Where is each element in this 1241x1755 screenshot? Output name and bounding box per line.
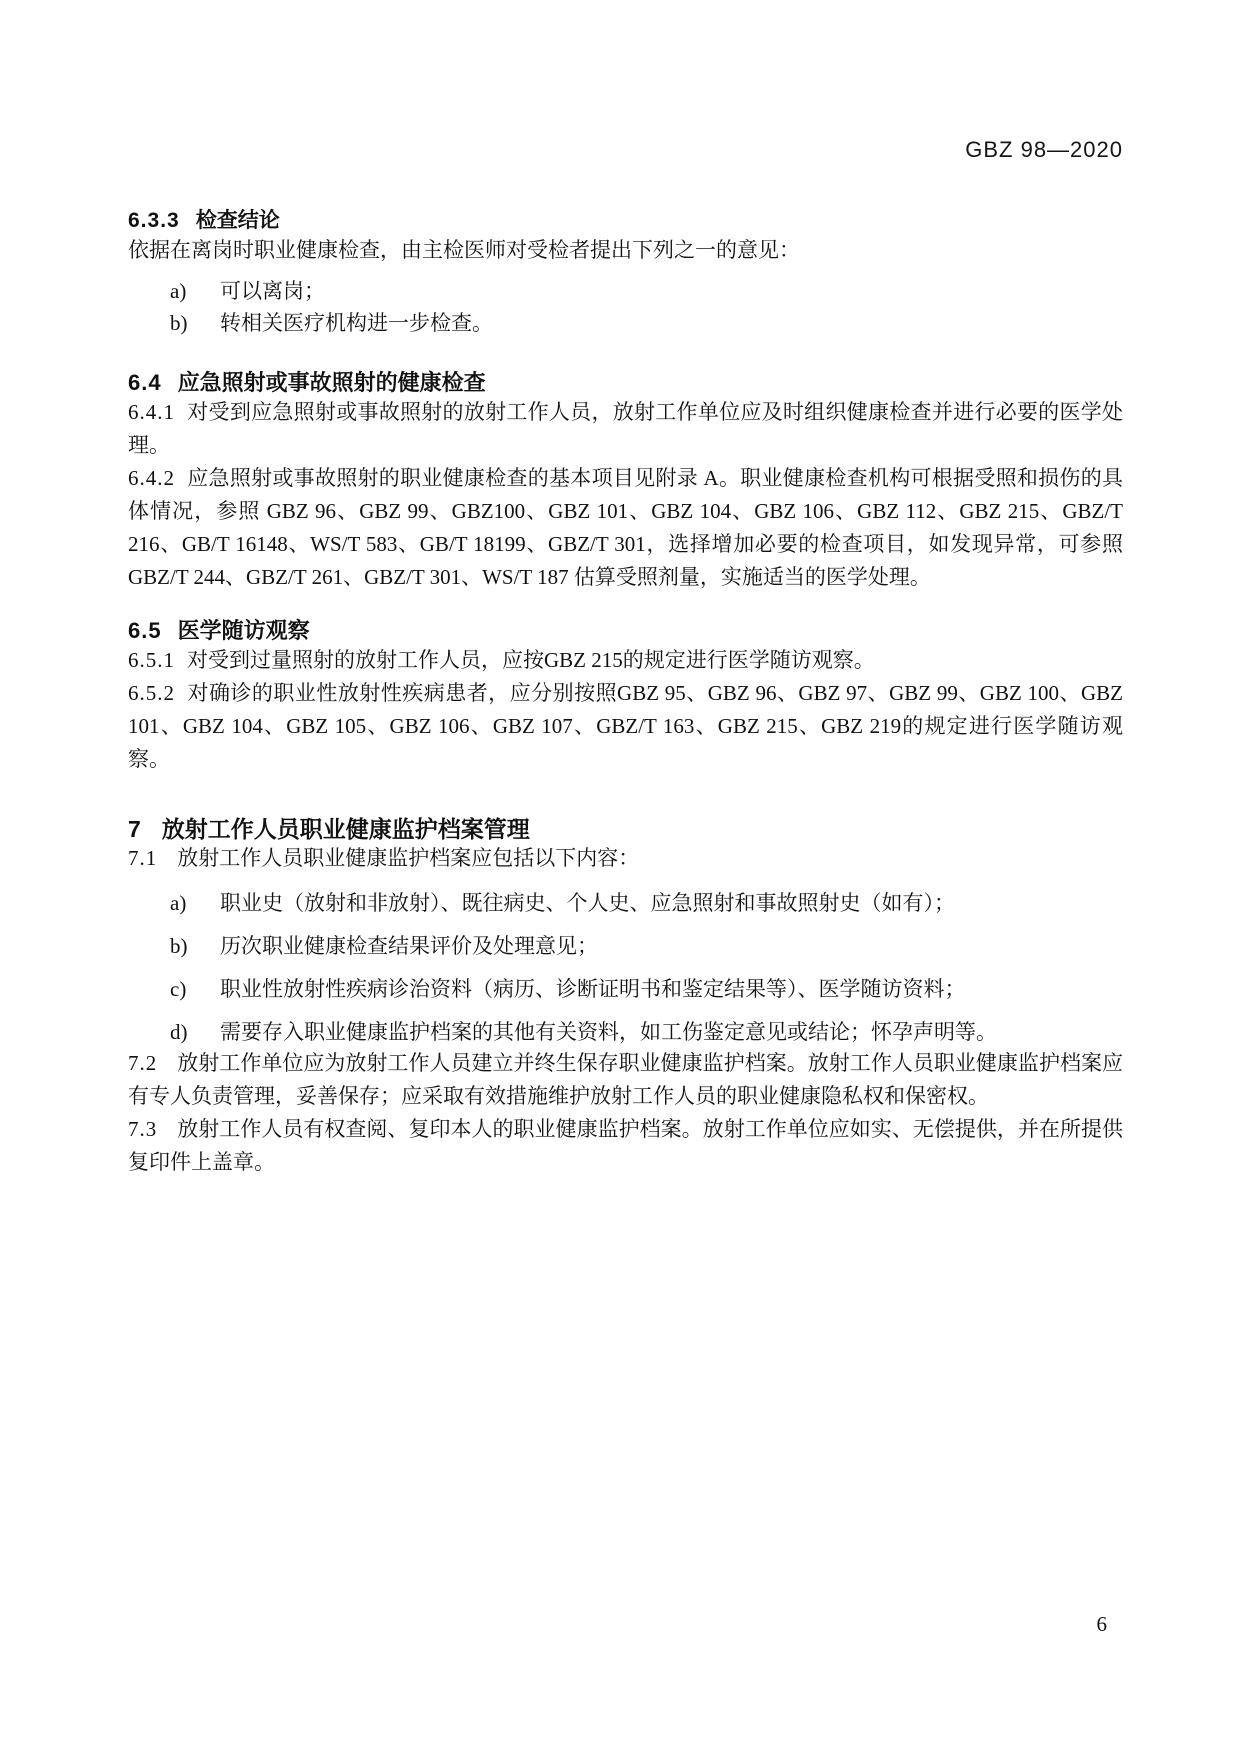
heading-6-3-3 <box>128 208 1123 234</box>
clause-6-4-1 <box>128 396 1123 462</box>
clause-number: 6.4.2 <box>128 466 175 490</box>
clause-6-5-2 <box>128 677 1123 776</box>
list-item-text: 历次职业健康检查结果评价及处理意见； <box>220 934 598 958</box>
heading-title: 放射工作人员职业健康监护档案管理 <box>161 816 530 842</box>
clause-number: 7.2 <box>128 1051 158 1075</box>
clause-text: 对受到过量照射的放射工作人员，应按GBZ 215的规定进行医学随访观察。 <box>187 648 875 672</box>
list-item-text: 职业史（放射和非放射）、既往病史、个人史、应急照射和事故照射史（如有）； <box>220 891 955 915</box>
heading-6-5 <box>128 618 1123 644</box>
list-item <box>128 974 1123 1004</box>
list-item <box>128 888 1123 918</box>
list-marker: b) <box>170 934 188 958</box>
clause-number: 6.4.1 <box>128 400 175 424</box>
clause-number: 6.5.1 <box>128 648 175 672</box>
heading-6-4 <box>128 370 1123 396</box>
clause-text: 对受到应急照射或事故照射的放射工作人员，放射工作单位应及时组织健康检查并进行必要的医学处理。 <box>128 400 1123 457</box>
clause-text: 放射工作人员有权查阅、复印本人的职业健康监护档案。放射工作单位应如实、无偿提供，并在所提供复印件上盖章。 <box>128 1117 1123 1174</box>
clause-text: 放射工作人员职业健康监护档案应包括以下内容： <box>177 846 640 870</box>
clause-number: 7.1 <box>128 846 158 870</box>
heading-number: 6.5 <box>128 618 162 643</box>
list-marker: a) <box>170 891 187 915</box>
list-marker: b) <box>170 311 188 335</box>
standard-code-header: GBZ 98—2020 <box>965 137 1123 162</box>
heading-number: 7 <box>128 816 142 842</box>
clause-text: 放射工作单位应为放射工作人员建立并终生保存职业健康监护档案。放射工作人员职业健康监护档案应有专人负责管理，妥善保存；应采取有效措施维护放射工作人员的职业健康隐私权和保密权。 <box>128 1051 1123 1108</box>
list-item-text: 可以离岗； <box>220 279 325 303</box>
list-item <box>128 275 1123 307</box>
heading-number: 6.3.3 <box>128 209 180 232</box>
clause-number: 6.5.2 <box>128 681 175 705</box>
clause-number: 7.3 <box>128 1117 158 1141</box>
heading-title: 应急照射或事故照射的健康检查 <box>177 370 486 395</box>
list-item <box>128 307 1123 339</box>
heading-title: 医学随访观察 <box>177 618 310 643</box>
clause-6-5-1 <box>128 644 1123 677</box>
clause-7-3 <box>128 1113 1123 1179</box>
list-marker: c) <box>170 977 187 1001</box>
page-number: 6 <box>1096 1612 1107 1636</box>
list-item-text: 需要存入职业健康监护档案的其他有关资料，如工伤鉴定意见或结论；怀孕声明等。 <box>220 1020 997 1044</box>
clause-text: 对确诊的职业性放射性疾病患者，应分别按照GBZ 95、GBZ 96、GBZ 97、GBZ 99、GBZ 100、GBZ 101、GBZ 104、GBZ 105、GBZ 106、GBZ 107、GBZ/T 163、GBZ 215、GBZ 219的规定进行医学随访观察。 <box>128 681 1123 771</box>
paragraph-intro-6-3-3: 依据在离岗时职业健康检查，由主检医师对受检者提出下列之一的意见： <box>128 238 800 262</box>
list-item <box>128 931 1123 961</box>
heading-title: 检查结论 <box>195 209 280 232</box>
list-marker: d) <box>170 1020 188 1044</box>
clause-text: 应急照射或事故照射的职业健康检查的基本项目见附录 A。职业健康检查机构可根据受照和损伤的具体情况，参照 GBZ 96、GBZ 99、GBZ100、GBZ 101、GBZ 104、GBZ 106、GBZ 112、GBZ 215、GBZ/T 216、GB/T 16148、WS/T 583、GB/T 18199、GBZ/T 301，选择增加必要的检查项目，如发现异常，可参照 GBZ/T 244、GBZ/T 261、GBZ/T 301、WS/T 187 估算受照剂量，实施适当的医学处理。 <box>128 466 1123 589</box>
heading-number: 6.4 <box>128 370 162 395</box>
list-item-text: 转相关医疗机构进一步检查。 <box>220 311 493 335</box>
list-item-text: 职业性放射性疾病诊治资料（病历、诊断证明书和鉴定结果等）、医学随访资料； <box>220 977 966 1001</box>
list-archive-contents <box>128 888 1123 1047</box>
list-marker: a) <box>170 279 187 303</box>
clause-7-1 <box>128 842 1123 875</box>
clause-6-4-2 <box>128 462 1123 594</box>
list-item <box>128 1017 1123 1047</box>
list-departure-opinions <box>128 275 1123 339</box>
heading-7 <box>128 816 1123 842</box>
clause-7-2 <box>128 1047 1123 1113</box>
